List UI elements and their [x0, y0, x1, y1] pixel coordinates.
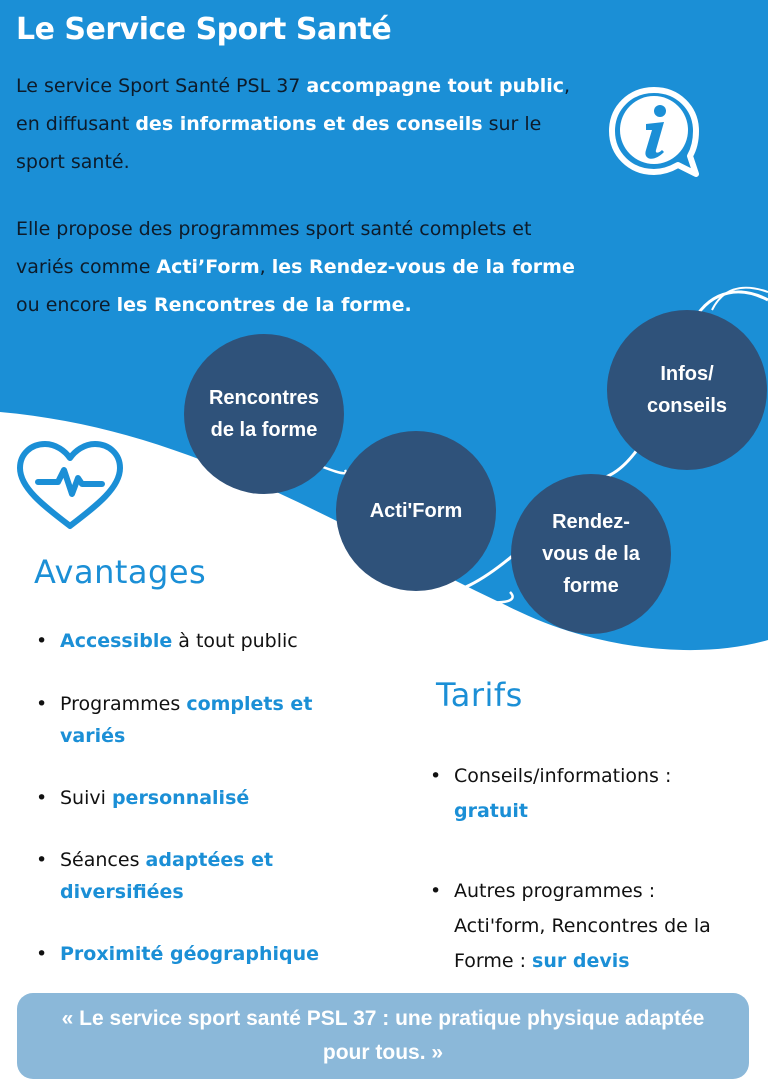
intro-highlight: les Rendez-vous de la forme: [271, 256, 575, 278]
item-highlight: adaptées et diversifiées: [60, 849, 274, 903]
list-item: [34, 625, 374, 657]
item-highlight: complets et variés: [60, 693, 313, 747]
circle-label: Rencontres de la forme: [208, 387, 320, 441]
circle-actiform: [336, 431, 496, 591]
circle-label: Infos/ conseils: [646, 363, 728, 417]
intro-text: , en diffusant: [16, 75, 571, 135]
circle-infos-conseils: [607, 310, 767, 470]
intro-highlight: accompagne tout public: [306, 75, 565, 97]
intro-paragraph-2: [16, 210, 576, 324]
avantages-heading: Avantages: [34, 553, 207, 591]
tarifs-list: [428, 759, 728, 1024]
list-item: [34, 938, 374, 970]
intro-text: ,: [259, 256, 272, 278]
intro-highlight: les Rencontres de la forme.: [116, 294, 412, 316]
circle-label: Acti'Form: [369, 500, 463, 522]
circle-rencontres: [184, 334, 344, 494]
list-item: [428, 874, 728, 979]
quote-text: « Le service sport santé PSL 37 : une pratique physique adaptée pour tous. »: [61, 1007, 705, 1064]
circle-label: Rendez-vous de la forme: [542, 511, 640, 597]
item-text: Programmes: [60, 693, 187, 715]
intro-text: ou encore: [16, 294, 117, 316]
heart-pulse-icon: [14, 440, 126, 532]
item-text: Séances: [60, 849, 146, 871]
circle-rendez-vous: [511, 474, 671, 634]
item-text: à tout public: [172, 630, 298, 652]
intro-text: Elle propose des programmes sport santé complets et variés comme: [16, 218, 532, 278]
intro-highlight: Acti’Form: [156, 256, 260, 278]
item-text: Autres programmes : Acti'form, Rencontres de la Forme :: [454, 880, 711, 972]
item-highlight: Accessible: [60, 630, 173, 652]
intro-text: sur le sport santé.: [16, 113, 542, 173]
info-icon: [606, 84, 702, 180]
intro-highlight: des informations et des conseils: [135, 113, 483, 135]
list-item: [34, 688, 374, 752]
list-item: [34, 844, 374, 908]
item-highlight: personnalisé: [111, 787, 250, 809]
item-text: Conseils/informations :: [454, 765, 672, 787]
item-highlight: sur devis: [532, 950, 630, 972]
item-highlight: Proximité géographique: [60, 943, 319, 965]
quote-banner: [17, 993, 749, 1079]
item-text: Suivi: [60, 787, 112, 809]
page-title: Le Service Sport Santé: [16, 12, 392, 47]
intro-text: Le service Sport Santé PSL 37: [16, 75, 307, 97]
list-item: [428, 759, 728, 829]
item-highlight: gratuit: [454, 800, 528, 822]
list-item: [34, 782, 374, 814]
intro-paragraph-1: [16, 67, 576, 181]
avantages-list: [34, 625, 374, 970]
tarifs-heading: Tarifs: [436, 676, 523, 714]
